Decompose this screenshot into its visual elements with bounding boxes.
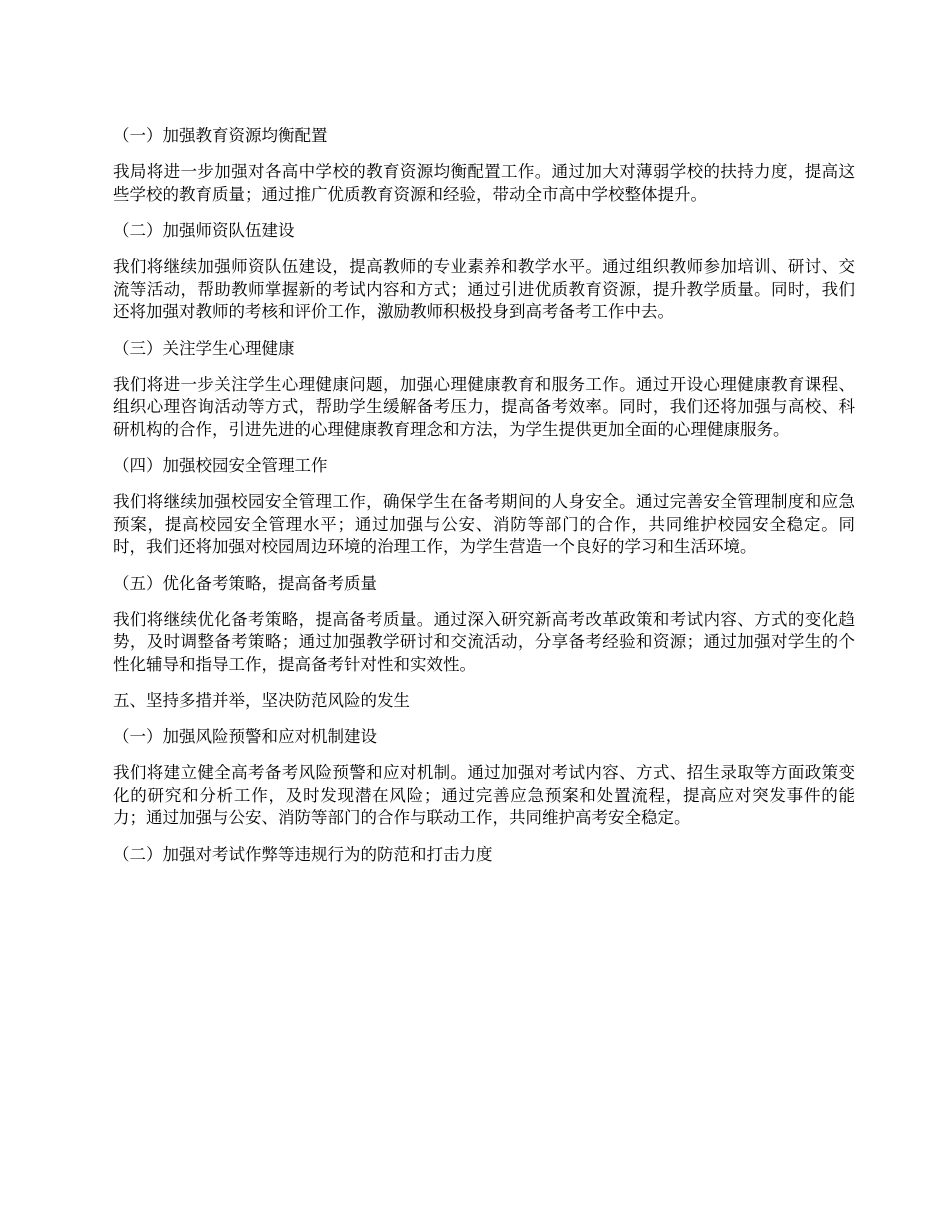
- chapter-heading-five: 五、坚持多措并举，坚决防范风险的发生: [113, 691, 410, 710]
- section-heading-3: （三）关注学生心理健康: [113, 338, 295, 358]
- section-heading-7: （二）加强对考试作弊等违规行为的防范和打击力度: [113, 844, 493, 864]
- section-heading-2: （二）加强师资队伍建设: [113, 221, 295, 240]
- section-paragraph-6: 我们将建立健全高考备考风险预警和应对机制。通过加强对考试内容、方式、招生录取等方面政策变化的研究和分析工作，及时发现潜在风险；通过完善应急预案和处置流程，提高应对突发事件的能力；通过加强与公安、消防等部门的合作与联动工作，共同维护高考安全稳定。: [113, 763, 855, 827]
- section-paragraph-3: 我们将进一步关注学生心理健康问题，加强心理健康教育和服务工作。通过开设心理健康教育课程、组织心理咨询活动等方式，帮助学生缓解备考压力，提高备考效率。同时，我们还将加强与高校、科研机构的合作，引进先进的心理健康教育理念和方法，为学生提供更加全面的心理健康服务。: [113, 374, 855, 439]
- section-paragraph-4: 我们将继续加强校园安全管理工作，确保学生在备考期间的人身安全。通过完善安全管理制度和应急预案，提高校园安全管理水平；通过加强与公安、消防等部门的合作，共同维护校园安全稳定。同时，我们还将加强对校园周边环境的治理工作，为学生营造一个良好的学习和生活环境。: [113, 492, 855, 556]
- section-heading-6: （一）加强风险预警和应对机制建设: [113, 727, 377, 746]
- section-heading-5: （五）优化备考策略，提高备考质量: [113, 573, 377, 593]
- section-heading-4: （四）加强校园安全管理工作: [113, 456, 328, 475]
- section-paragraph-1: 我局将进一步加强对各高中学校的教育资源均衡配置工作。通过加大对薄弱学校的扶持力度，提高这些学校的教育质量；通过推广优质教育资源和经验，带动全市高中学校整体提升。: [113, 162, 855, 204]
- section-paragraph-5: 我们将继续优化备考策略，提高备考质量。通过深入研究新高考改革政策和考试内容、方式的变化趋势，及时调整备考策略；通过加强教学研讨和交流活动，分享备考经验和资源；通过加强对学生的个性化辅导和指导工作，提高备考针对性和实效性。: [113, 609, 855, 674]
- section-heading-1: （一）加强教育资源均衡配置: [113, 126, 328, 145]
- document-page: [113, 125, 855, 880]
- section-paragraph-2: 我们将继续加强师资队伍建设，提高教师的专业素养和教学水平。通过组织教师参加培训、研讨、交流等活动，帮助教师掌握新的考试内容和方式；通过引进优质教育资源，提升教学质量。同时，我们还将加强对教师的考核和评价工作，激励教师积极投身到高考备考工作中去。: [113, 257, 855, 321]
